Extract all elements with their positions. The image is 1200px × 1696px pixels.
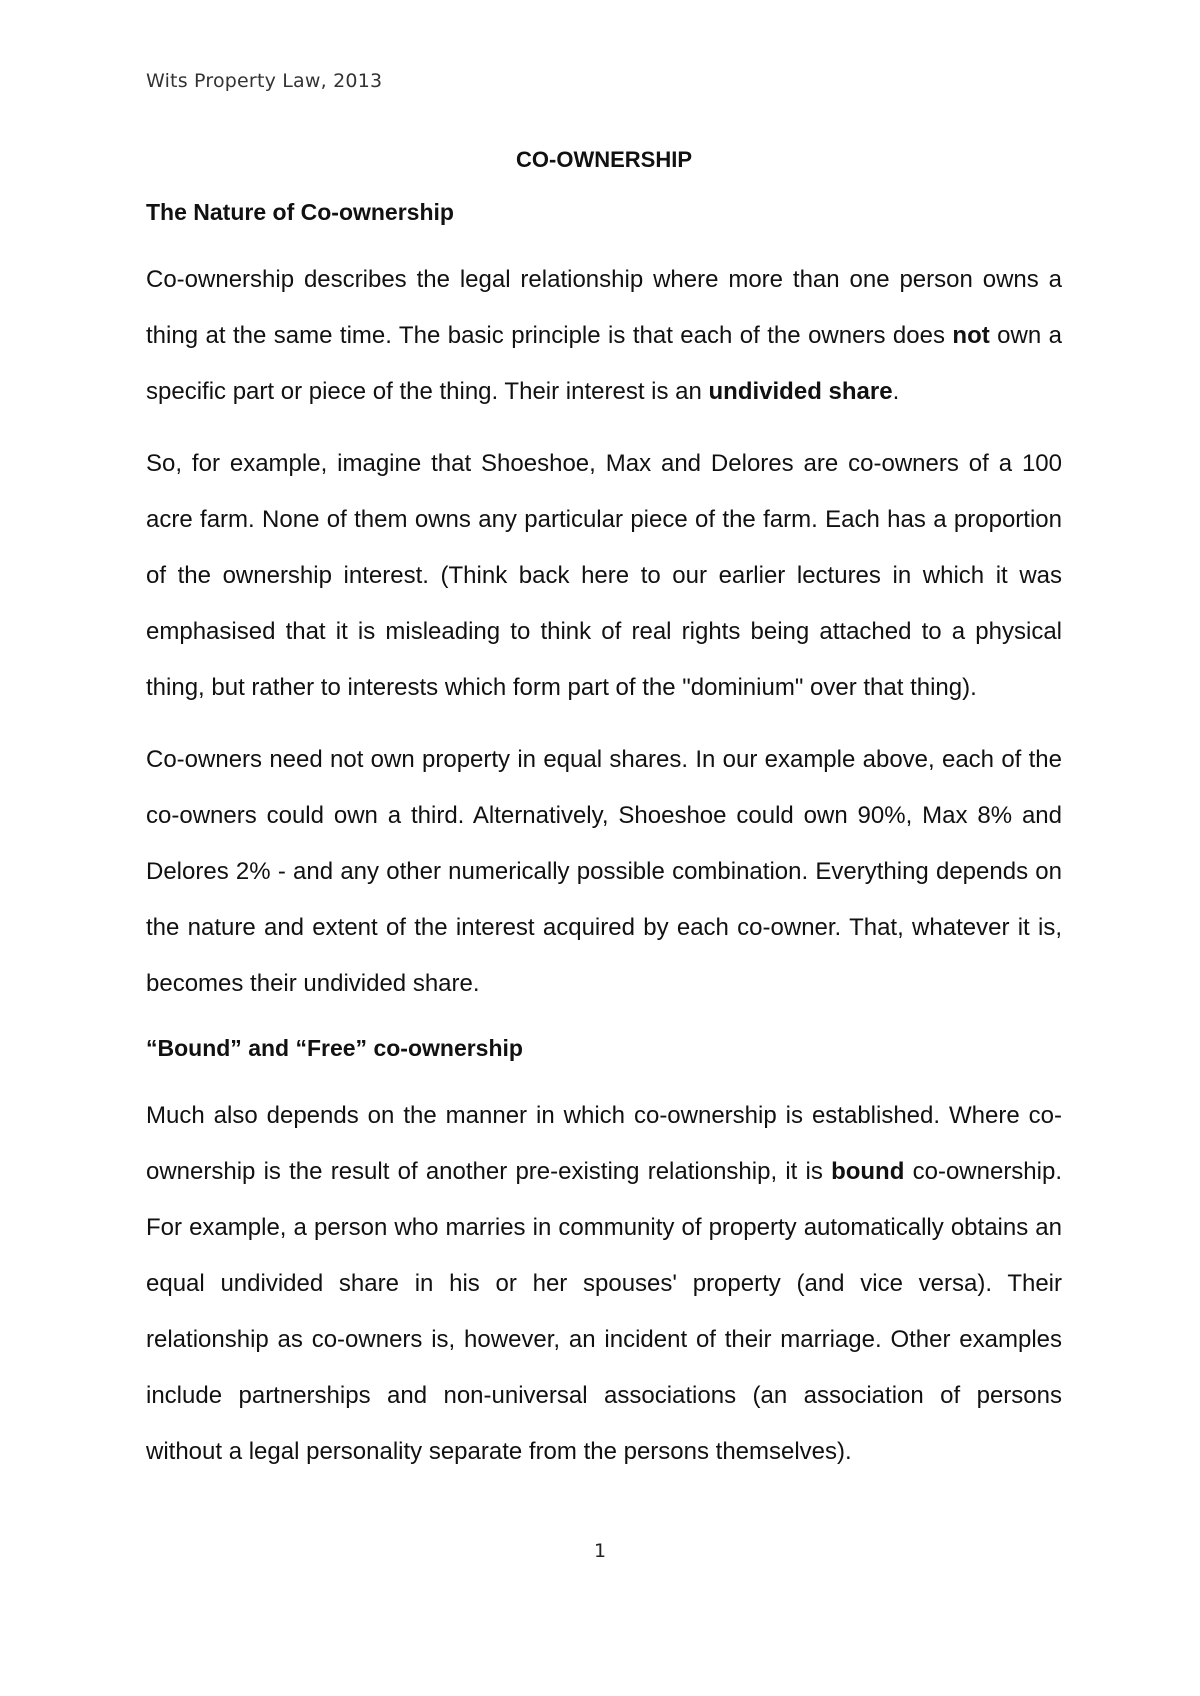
- page-number: 1: [593, 1540, 607, 1562]
- paragraph-unequal-shares: Co-owners need not own property in equal shares. In our example above, each of the co-owners could own a third. Alternatively, Shoeshoe could own 90%, Max 8% and Delores 2% - and any other numerically possible combination. Everything depends on the nature and extent of the interest acquired by each co-owner. That, whatever it is, becomes their undivided share.: [146, 746, 1062, 997]
- paragraph-definition: [146, 252, 1062, 420]
- paragraph-text: Co-ownership describes the legal relationship where more than one person owns a thing at the same time. The basic principle is that each of the owners does: [146, 266, 1062, 349]
- emphasis-bound: bound: [831, 1158, 905, 1185]
- paragraph-text: co-ownership. For example, a person who marries in community of property automatically obtains an equal undivided share in his or her spouses' property (and vice versa). Their relationship as co-owners is, however, an incident of their marriage. Other examples include partnerships and non-universal associations (an association of persons without a legal personality separate from the persons themselves).: [146, 1158, 1063, 1465]
- paragraph-text: .: [892, 378, 900, 405]
- document-title: CO-OWNERSHIP: [516, 147, 692, 172]
- section-heading-bound-and-free: “Bound” and “Free” co-ownership: [146, 1035, 523, 1061]
- paragraph-text: Much also depends on the manner in which co-ownership is established. Where co-ownership is the result of another pre-existing relationship, it is: [146, 1102, 1062, 1185]
- paragraph-bound-co-ownership: [146, 1088, 1062, 1480]
- paragraph-text: own a specific part or piece of the thing. Their interest is an: [146, 322, 1062, 405]
- emphasis-not: not: [952, 322, 990, 349]
- section-heading-nature-of-co-ownership: The Nature of Co-ownership: [146, 199, 454, 225]
- emphasis-undivided-share: undivided share: [708, 378, 893, 405]
- running-header: Wits Property Law, 2013: [146, 70, 383, 92]
- paragraph-farm-example: So, for example, imagine that Shoeshoe, Max and Delores are co-owners of a 100 acre farm. None of them owns any particular piece of the farm. Each has a proportion of the ownership interest. (Think back here to our earlier lectures in which it was emphasised that it is misleading to think of real rights being attached to a physical thing, but rather to interests which form part of the "dominium" over that thing).: [146, 450, 1062, 701]
- document-body: [146, 140, 1062, 1496]
